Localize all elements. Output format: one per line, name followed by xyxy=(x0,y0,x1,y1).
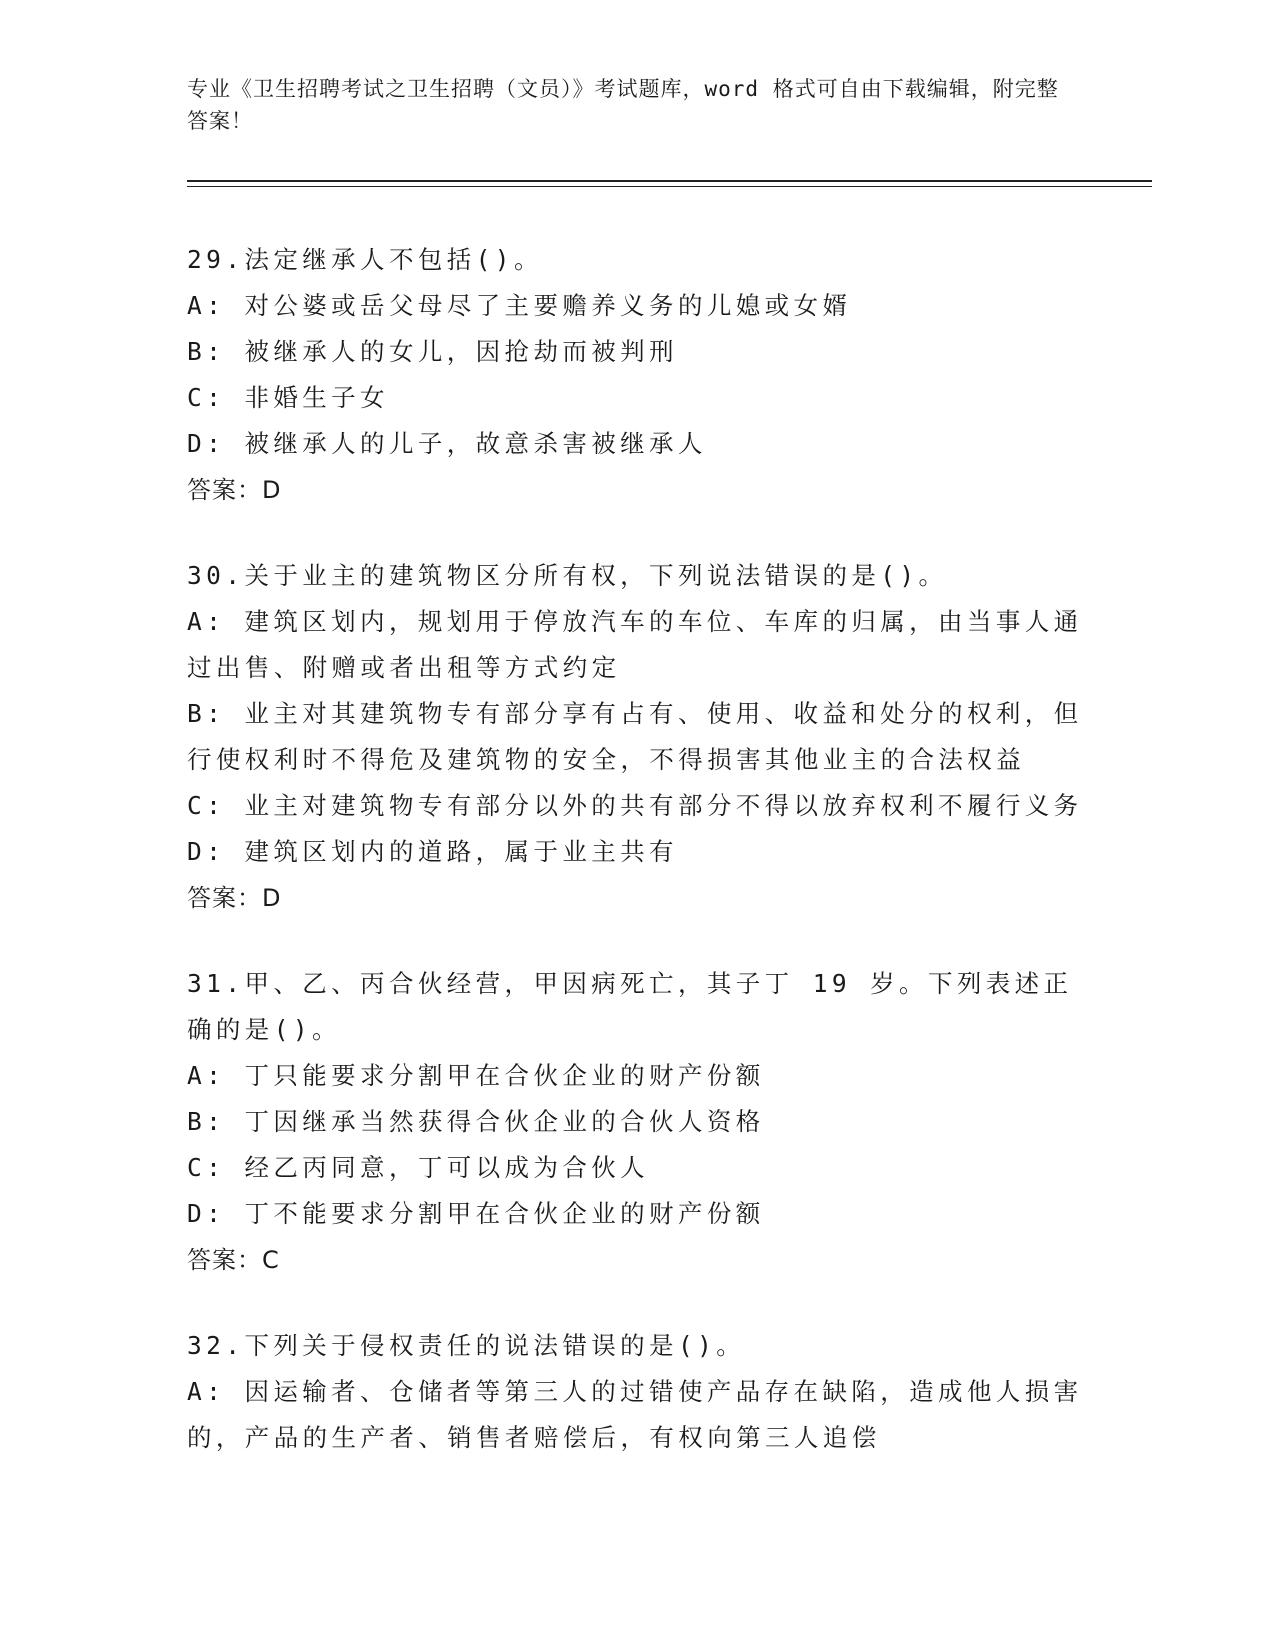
option-d: D: 丁不能要求分割甲在合伙企业的财产份额 xyxy=(187,1199,765,1228)
document-header: 专业《卫生招聘考试之卫生招聘（文员）》考试题库，word 格式可自由下载编辑，附完整答案！ xyxy=(187,77,1059,133)
option-a: A: 丁只能要求分割甲在合伙企业的财产份额 xyxy=(187,1061,765,1090)
answer-label: 答案：D xyxy=(187,476,282,504)
question-list xyxy=(187,237,1087,1501)
option-b: B: 丁因继承当然获得合伙企业的合伙人资格 xyxy=(187,1107,765,1136)
question-stem: 31.甲、乙、丙合伙经营，甲因病死亡，其子丁 19 岁。下列表述正确的是()。 xyxy=(187,969,1073,1044)
question-29 xyxy=(187,237,1087,513)
question-stem: 32.下列关于侵权责任的说法错误的是()。 xyxy=(187,1331,746,1360)
option-a: A: 因运输者、仓储者等第三人的过错使产品存在缺陷，造成他人损害的，产品的生产者、销售者赔偿后，有权向第三人追偿 xyxy=(187,1377,1083,1452)
question-stem: 29.法定继承人不包括()。 xyxy=(187,245,543,274)
question-31 xyxy=(187,961,1087,1283)
option-a: A: 建筑区划内，规划用于停放汽车的车位、车库的归属，由当事人通过出售、附赠或者出租等方式约定 xyxy=(187,607,1083,682)
option-c: C: 非婚生子女 xyxy=(187,383,389,412)
option-d: D: 被继承人的儿子，故意杀害被继承人 xyxy=(187,429,707,458)
header-divider-thick xyxy=(187,180,1152,182)
answer-label: 答案：D xyxy=(187,884,282,912)
option-a: A: 对公婆或岳父母尽了主要赡养义务的儿媳或女婿 xyxy=(187,291,852,320)
question-32 xyxy=(187,1323,1087,1461)
header-divider-thin xyxy=(187,186,1152,187)
question-stem: 30.关于业主的建筑物区分所有权，下列说法错误的是()。 xyxy=(187,561,948,590)
option-b: B: 被继承人的女儿，因抢劫而被判刑 xyxy=(187,337,678,366)
answer-label: 答案：C xyxy=(187,1246,280,1274)
option-d: D: 建筑区划内的道路，属于业主共有 xyxy=(187,837,678,866)
option-c: C: 经乙丙同意，丁可以成为合伙人 xyxy=(187,1153,650,1182)
option-c: C: 业主对建筑物专有部分以外的共有部分不得以放弃权利不履行义务 xyxy=(187,791,1083,820)
question-30 xyxy=(187,553,1087,921)
option-b: B: 业主对其建筑物专有部分享有占有、使用、收益和处分的权利，但行使权利时不得危及建筑物的安全，不得损害其他业主的合法权益 xyxy=(187,699,1083,774)
